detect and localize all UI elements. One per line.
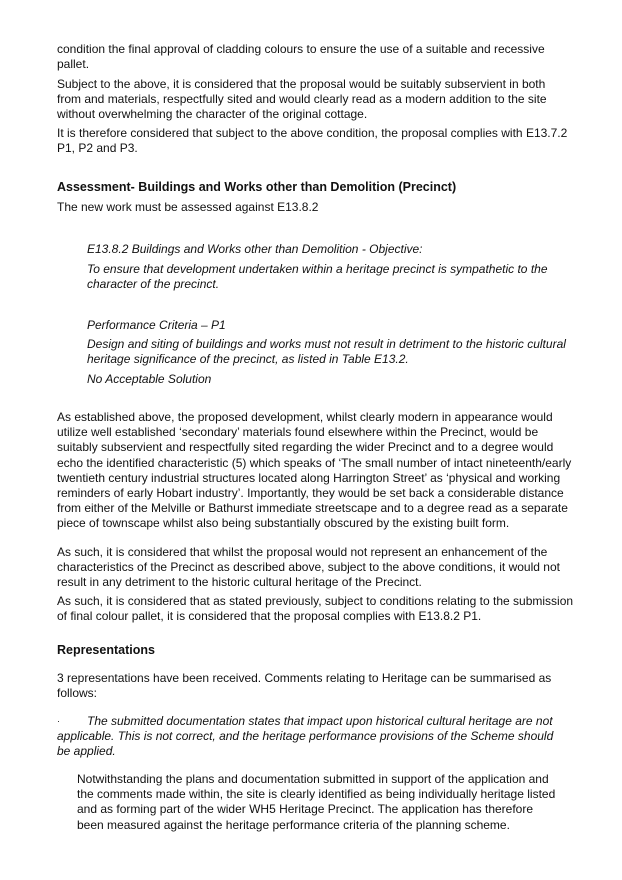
quote-no-acceptable-solution: No Acceptable Solution (87, 372, 212, 386)
paragraph-complies-e1372: It is therefore considered that subject to the above condition, the proposal complies with E13.7.2 P1, P2 and P3. (57, 126, 568, 156)
quote-objective-title: E13.8.2 Buildings and Works other than Demolition - Objective: (87, 242, 423, 256)
paragraph-representations-intro: 3 representations have been received. Comments relating to Heritage can be summarised as follows: (57, 671, 552, 701)
paragraph-subservient: Subject to the above, it is considered that the proposal would be suitably subservient in both from and materials, respectfully sited and would clearly read as a modern addition to the site without overwhelming the character of the original cottage. (57, 77, 547, 122)
paragraph-cladding-condition: condition the final approval of cladding colours to ensure the use of a suitable and recessive pallet. (57, 42, 545, 72)
paragraph-established-above: As established above, the proposed development, whilst clearly modern in appearance would utilize well established ‘secondary’ materials found elsewhere within the Precinct, would be suitably subservient and respectfully sited regarding the wider Precinct and to a degree would echo the identified characteristic (5) which speaks of ‘The small number of intact nineteenth/early twentieth century industrial structures located along Harrington Street’ as ‘physical and working reminders of early Hobart industry’. Importantly, they would be set back a considerable distance from either of the Melville or Bathurst immediate streetscape and to a degree read as a separate piece of townscape whilst also being substantially obscured by the existing built form. (57, 410, 572, 531)
quote-objective-text: To ensure that development undertaken within a heritage precinct is sympathetic to the character of the precinct. (87, 262, 548, 292)
paragraph-complies-e1382: As such, it is considered that as stated previously, subject to conditions relating to the submission of final colour pallet, it is considered that the proposal complies with E13.8.2 P1. (57, 594, 574, 624)
representation-bullet-text: The submitted documentation states that impact upon historical cultural heritage are not applicable. This is not correct, and the heritage performance provisions of the Scheme should be applied. (57, 714, 554, 759)
section-heading-assessment: Assessment- Buildings and Works other than Demolition (Precinct) (57, 180, 457, 194)
paragraph-assessed-against: The new work must be assessed against E13.8.2 (57, 200, 319, 214)
paragraph-enhancement: As such, it is considered that whilst the proposal would not represent an enhancement of the characteristics of the Precinct as described above, subject to the above conditions, it would not result in any detriment to the historic cultural heritage of the Precinct. (57, 545, 560, 590)
quote-performance-text: Design and siting of buildings and works must not result in detriment to the historic cultural heritage significance of the precinct, as listed in Table E13.2. (87, 337, 566, 367)
section-heading-representations: Representations (57, 643, 155, 657)
quote-performance-title: Performance Criteria – P1 (87, 318, 226, 332)
representation-bullet (57, 714, 557, 760)
bullet-marker: · (57, 716, 60, 726)
paragraph-representation-response: Notwithstanding the plans and documentation submitted in support of the application and the comments made within, the site is clearly identified as being individually heritage listed and as forming part of the wider WH5 Heritage Precinct. The application has therefore been measured against the heritage performance criteria of the planning scheme. (77, 772, 556, 832)
